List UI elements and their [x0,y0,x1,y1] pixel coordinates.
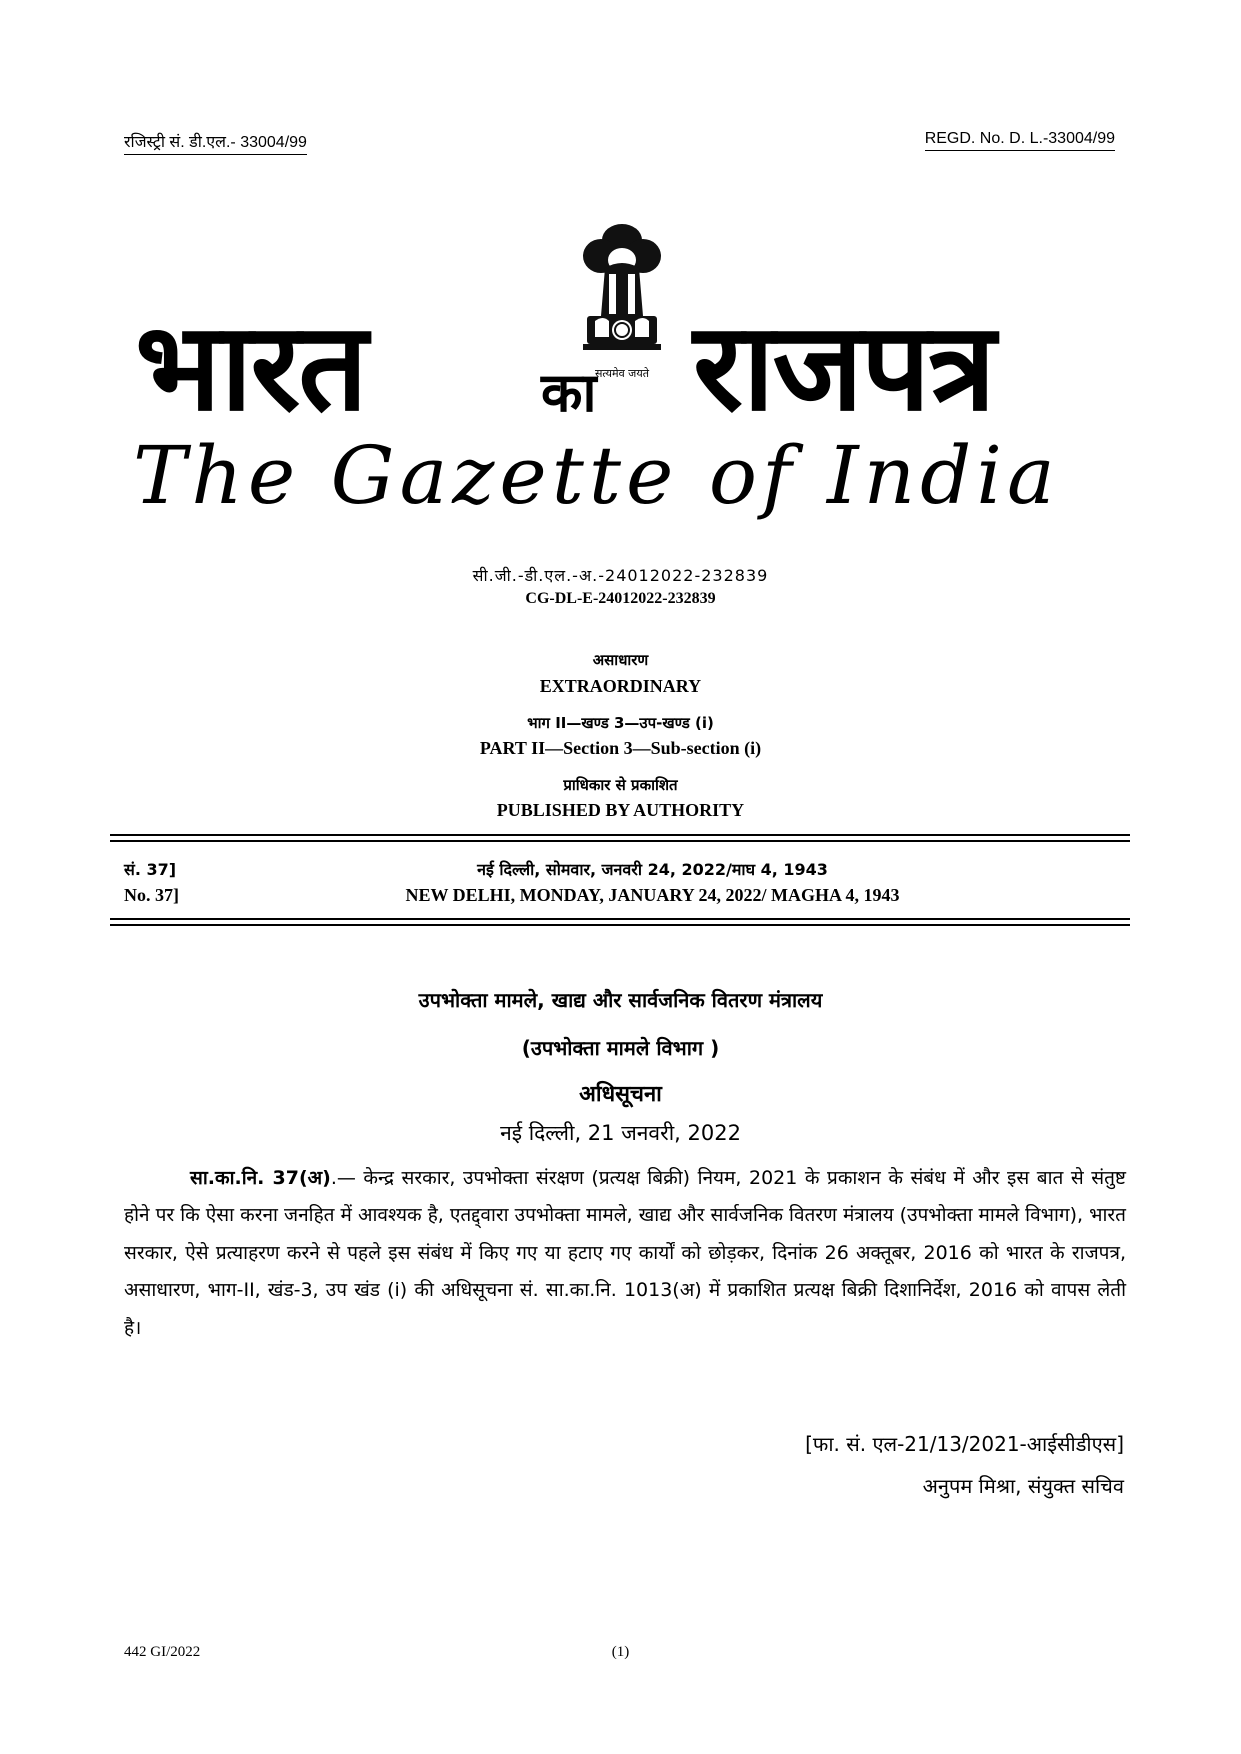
file-number: [फा. सं. एल-21/13/2021-आईसीडीएस] [805,1432,1124,1456]
masthead [125,218,1120,522]
gsr-number: सा.का.नि. 37(अ) [190,1167,331,1189]
national-emblem-icon [557,218,687,380]
notification-heading: अधिसूचना [579,1082,662,1107]
gazette-code-hindi: सी.जी.-डी.एल.-अ.-24012022-232839 [472,566,769,585]
published-by-authority-english: PUBLISHED BY AUTHORITY [496,800,745,820]
issue-number-english: No. 37] [124,885,179,905]
signatory: अनुपम मिश्रा, संयुक्त सचिव [922,1474,1124,1498]
registration-number-english: REGD. No. D. L.-33004/99 [925,130,1115,151]
top-rule-1 [110,834,1130,836]
masthead-title-english: The Gazette of India [133,429,1060,522]
national-motto: सत्यमेव जयते [594,367,649,380]
top-rule-2 [110,840,1130,842]
part-section-english: PART II—Section 3—Sub-section (i) [479,738,762,758]
masthead-title-ka: का [541,361,597,424]
bottom-rule-1 [110,918,1130,920]
bottom-rule-2 [110,924,1130,926]
department-name: (उपभोक्ता मामले विभाग ) [521,1036,720,1060]
registration-number-hindi: रजिस्ट्री सं. डी.एल.- 33004/99 [124,130,307,155]
classification-type-hindi: असाधारण [592,651,649,669]
masthead-title-rajpatra: राजपत्र [693,296,994,438]
notification-place-date: नई दिल्ली, 21 जनवरी, 2022 [500,1121,741,1145]
gazette-code-english: CG-DL-E-24012022-232839 [525,590,716,607]
notification-text: .— केन्द्र सरकार, उपभोक्ता संरक्षण (प्रत्यक्ष बिक्री) नियम, 2021 के प्रकाशन के संबंध में और इस बात से संतुष्ट होने पर कि ऐसा करना जनहित में आवश्यक है, एतद्द्वारा उपभोक्ता मामले, खाद्य और सार्वजनिक वितरण मंत्रालय (उपभोक्ता मामले विभाग), भारत सरकार, ऐसे प्रत्याहरण करने से पहले इस संबंध में किए गए या हटाए गए कार्यों को छोड़कर, दिनांक 26 अक्तूबर, 2016 को भारत के राजपत्र, असाधारण, भाग-II, खंड-3, उप खंड (i) की अधिसूचना सं. सा.का.नि. 1013(अ) में प्रकाशित प्रत्यक्ष बिक्री दिशानिर्देश, 2016 को वापस लेती है। [124,1167,1126,1339]
issue-date-english: NEW DELHI, MONDAY, JANUARY 24, 2022/ MAGHA 4, 1943 [405,885,900,905]
notification-body [124,1160,1126,1347]
footer-print-code: 442 GI/2022 [124,1644,201,1660]
part-section-hindi: भाग II—खण्ड 3—उप-खण्ड (i) [527,714,714,732]
ministry-name: उपभोक्ता मामले, खाद्य और सार्वजनिक वितरण मंत्रालय [418,988,823,1012]
page-number: (1) [611,1644,630,1660]
masthead-title-hindi: भारत [135,296,366,438]
issue-date-hindi: नई दिल्ली, सोमवार, जनवरी 24, 2022/माघ 4, 1943 [477,860,828,879]
published-by-authority-hindi: प्राधिकार से प्रकाशित [563,776,678,794]
issue-number-hindi: सं. 37] [124,860,177,879]
classification-type-english: EXTRAORDINARY [539,676,702,696]
